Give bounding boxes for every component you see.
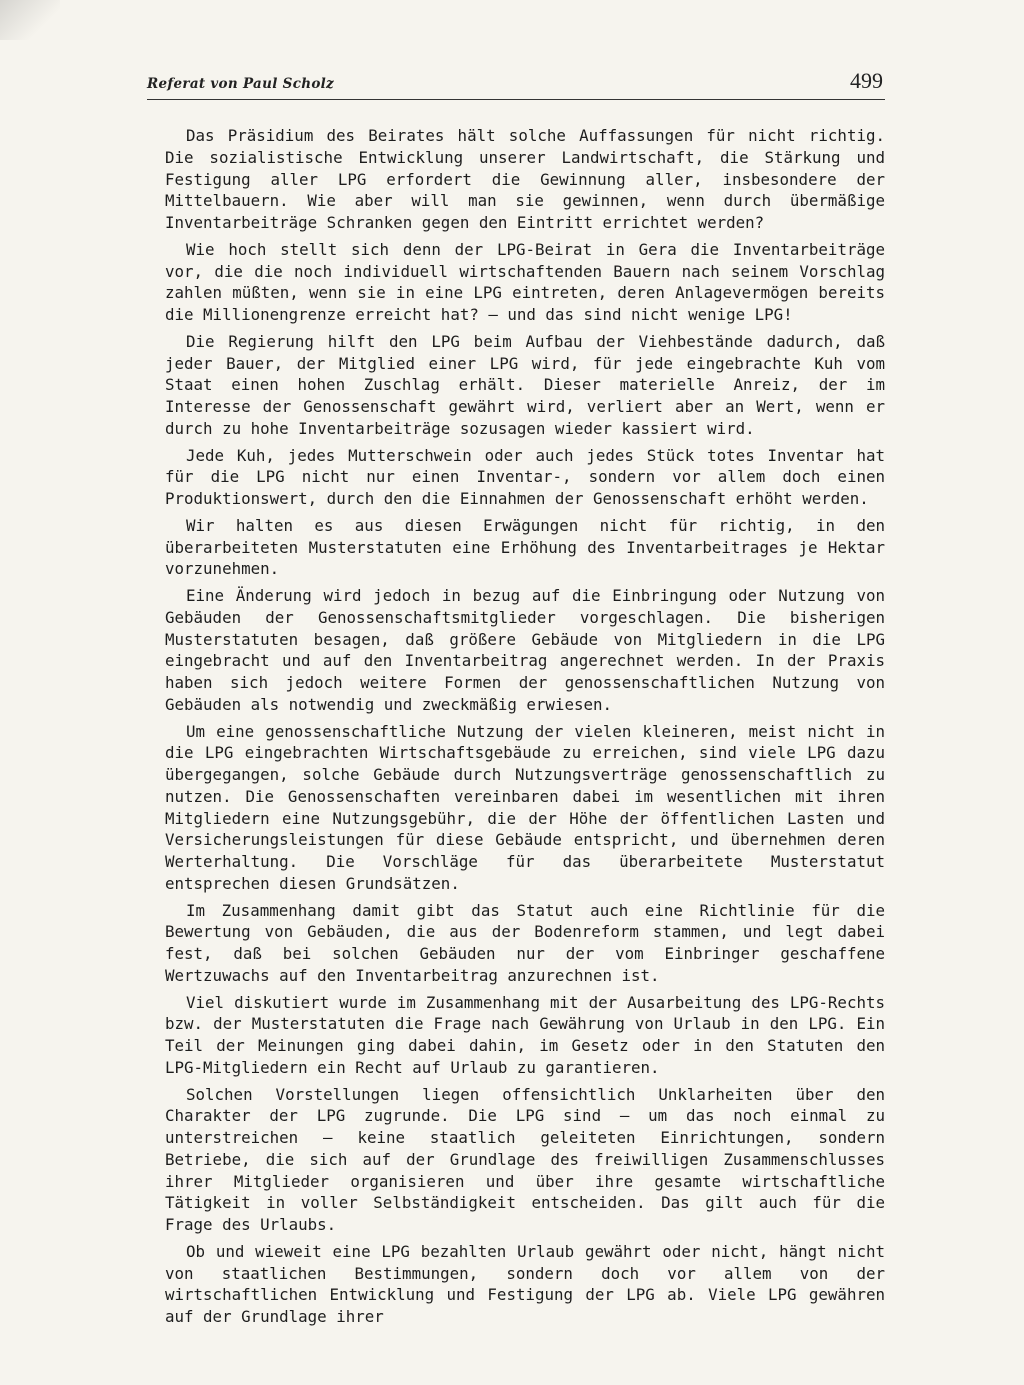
header-rule	[147, 99, 885, 100]
scan-shadow	[0, 0, 60, 40]
page-number: 499	[850, 68, 883, 93]
paragraph: Viel diskutiert wurde im Zusammenhang mit der Ausarbeitung des LPG-Rechts bzw. der Musterstatuten die Frage nach Gewährung von Urlaub in den LPG. Ein Teil der Meinungen ging dabei dahin, im Gesetz oder in den Statuten den LPG-Mitgliedern ein Recht auf Urlaub zu garantieren.	[165, 992, 885, 1077]
paragraph: Die Regierung hilft den LPG beim Aufbau der Viehbestände dadurch, daß jeder Bauer, der Mitglied einer LPG wird, für jede eingebrachte Kuh vom Staat einen hohen Zuschlag erhält. Dieser materielle Anreiz, der im Interesse der Genossenschaft gewährt wird, verliert aber an Wert, wenn er durch zu hohe Inventarbeiträge sozusagen wieder kassiert wird.	[165, 331, 885, 438]
paragraph: Wir halten es aus diesen Erwägungen nicht für richtig, in den überarbeiteten Musterstatuten eine Erhöhung des Inventarbeitrages je Hektar vorzunehmen.	[165, 515, 885, 579]
paragraph: Ob und wieweit eine LPG bezahlten Urlaub gewährt oder nicht, hängt nicht von staatlichen Bestimmungen, sondern doch vor allem von der wirtschaftlichen Entwicklung und Festigung der LPG ab. Viele LPG gewähren auf der Grundlage ihrer	[165, 1241, 885, 1326]
paragraph: Im Zusammenhang damit gibt das Statut auch eine Richtlinie für die Bewertung von Gebäuden, die aus der Bodenreform stammen, und legt dabei fest, daß bei solchen Gebäuden nur der vom Einbringer geschaffene Wertzuwachs auf den Inventarbeitrag anzurechnen ist.	[165, 900, 885, 985]
paragraph: Wie hoch stellt sich denn der LPG-Beirat in Gera die Inventarbeiträge vor, die die noch individuell wirtschaftenden Bauern nach seinem Vorschlag zahlen müßten, wenn sie in eine LPG eintreten, deren Anlagevermögen bereits die Millionengrenze erreicht hat? — und das sind nicht wenige LPG!	[165, 239, 885, 324]
paragraph: Solchen Vorstellungen liegen offensichtlich Unklarheiten über den Charakter der LPG zugrunde. Die LPG sind — um das noch einmal zu unterstreichen — keine staatlich geleiteten Einrichtungen, sondern Betriebe, die sich auf der Grundlage des freiwilligen Zusammenschlusses ihrer Mitglieder organisieren und über ihre gesamte wirtschaftliche Tätigkeit in voller Selbständigkeit entscheiden. Das gilt auch für die Frage des Urlaubs.	[165, 1084, 885, 1234]
body-text	[165, 125, 885, 1328]
paragraph: Jede Kuh, jedes Mutterschwein oder auch jedes Stück totes Inventar hat für die LPG nicht nur einen Inventar-, sondern vor allem doch einen Produktionswert, durch den die Einnahmen der Genossenschaft erhöht werden.	[165, 445, 885, 508]
running-head: Referat von Paul Scholz	[147, 76, 335, 92]
paragraph: Um eine genossenschaftliche Nutzung der vielen kleineren, meist nicht in die LPG eingebrachten Wirtschaftsgebäude zu erreichen, sind viele LPG dazu übergegangen, solche Gebäude durch Nutzungsverträge genossenschaftlich zu nutzen. Die Genossenschaften vereinbaren dabei im wesentlichen mit ihren Mitgliedern eine Nutzungsgebühr, die der Höhe der öffentlichen Lasten und Versicherungsleistungen für diese Gebäude entspricht, und übernehmen deren Werterhaltung. Die Vorschläge für das überarbeitete Musterstatut entsprechen diesen Grundsätzen.	[165, 721, 885, 893]
paragraph: Das Präsidium des Beirates hält solche Auffassungen für nicht richtig. Die sozialistische Entwicklung unserer Landwirtschaft, die Stärkung und Festigung aller LPG erfordert die Gewinnung aller, insbesondere der Mittelbauern. Wie aber will man sie gewinnen, wenn durch übermäßige Inventarbeiträge Schranken gegen den Eintritt errichtet werden?	[165, 126, 885, 232]
paragraph: Eine Änderung wird jedoch in bezug auf die Einbringung oder Nutzung von Gebäuden der Genossenschaftsmitglieder vorgeschlagen. Die bisherigen Musterstatuten besagen, daß größere Gebäude von Mitgliedern in die LPG eingebracht und auf den Inventarbeitrag angerechnet werden. In der Praxis haben sich jedoch weitere Formen der genossenschaftlichen Nutzung von Gebäuden als notwendig und zweckmäßig erwiesen.	[165, 586, 885, 714]
page-header	[147, 66, 885, 100]
